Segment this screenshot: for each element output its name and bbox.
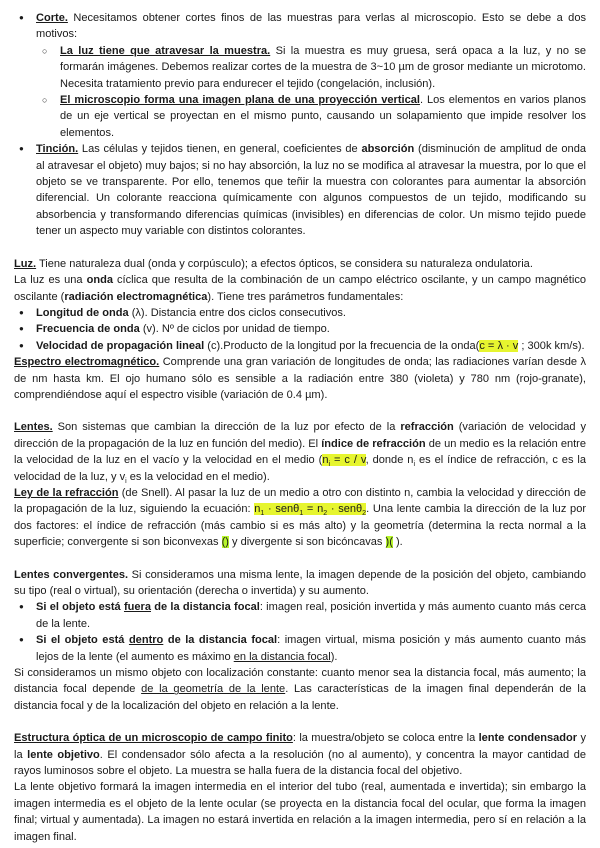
corte-title: Corte. — [36, 12, 68, 24]
espectro — [14, 354, 586, 403]
eq-sen2: · senθ — [327, 503, 363, 516]
eq-n1: n — [254, 503, 261, 516]
i2-b: de la distancia focal — [163, 634, 278, 647]
tincion-text-2: (disminución de amplitud de onda al atravesar el objeto) muy bajos; si no hay absorción, la luz no se modifica al atravesar la muestra, por lo que el objeto se ve transparente. Por ello, tenemos que teñir la muestra con colorantes para aumentar la absorción diferencial. Un colorante reacciona químicamente con algunos compuestos de un tejido, modificando su absorbencia y transformando diferencias químicas (invisibles) en diferencias de color. Un mismo tejido puede tener un aspecto muy variable con distintos colorantes. — [36, 143, 586, 238]
ley-refraccion — [14, 485, 586, 551]
eq-sub1b: 1 — [299, 510, 304, 518]
estructura-title: Estructura óptica de un microscopio de campo finito — [14, 732, 293, 745]
param-velocidad — [14, 338, 586, 354]
param-longitud — [14, 305, 586, 321]
luz-text-2b: cíclica que resulta de la combinación de un campo eléctrico oscilante, y un campo magnético oscilante ( — [14, 274, 586, 303]
estructura-para-2 — [14, 779, 586, 845]
param-velocidad-text: (c).Producto de la longitud por la frecuencia de la onda( — [204, 339, 480, 352]
i2-end: ). — [330, 650, 338, 663]
spacer — [14, 551, 586, 567]
estr-condensador: lente condensador — [478, 732, 578, 745]
lentes-t2: (variación de velocidad y dirección de la propagación de la luz en función del medio). El — [14, 421, 587, 450]
spacer — [14, 240, 586, 256]
convergentes-para — [14, 567, 586, 600]
estr-objetivo: lente objetivo — [27, 748, 100, 761]
luz-text-1: Tiene naturaleza dual (onda y corpúsculo); a efectos ópticos, se considera su naturaleza ondulatoria. — [36, 257, 533, 270]
formula-n-sub: i — [328, 461, 331, 469]
conv-item-dentro — [14, 632, 586, 665]
param-frecuencia-title: Frecuencia de onda — [36, 323, 140, 336]
param-longitud-title: Longitud de onda — [36, 306, 129, 319]
spacer — [14, 714, 586, 730]
convergentes-t1: Si consideramos una misma lente, la imagen depende de la posición del objeto, cambiando su tipo (real o virtual), su orientación (derecha o invertida) y su aumento. — [14, 568, 586, 597]
i1-text: : imagen real, posición invertida y más aumento cuanto más cerca de la lente. — [36, 601, 586, 630]
param-longitud-text: (λ). Distancia entre dos ciclos consecutivos. — [128, 306, 346, 319]
i2-text: : imagen virtual, misma posición y más aumento cuanto más lejos de la lente (el aumento es máximo — [36, 634, 586, 663]
convergentes-list — [14, 599, 586, 665]
conv-t2: Si consideramos un mismo objeto con localización constante: cuanto menor sea la distancia focal, más aumento; la distancia focal depende — [14, 667, 586, 696]
estr-t1: : la muestra/objeto se coloca entre la — [292, 732, 479, 745]
estructura-para — [14, 730, 586, 779]
ley-t4: ). — [392, 536, 403, 549]
i1-b: de la distancia focal — [150, 601, 260, 614]
convergentes-para-2 — [14, 665, 586, 714]
conv-item-fuera — [14, 599, 586, 632]
i2-focal: en la distancia focal — [233, 650, 331, 663]
eq-sub1: 1 — [260, 510, 265, 518]
ley-t2: . Una lente cambia la dirección de la luz por dos factores: el índice de refracción (más cambio si es más alto) y la geometría (determina la recta normal a la superficie; convergente si son biconvexas — [14, 503, 587, 549]
i2-a: Si el objeto está — [36, 634, 129, 647]
eq-sub2b: 2 — [362, 510, 367, 518]
corte-sub2-text: . Los elementos en varios planos de un eje vertical se proyectan en el mismo punto, causando un solapamiento que impide resolver los elementos. — [60, 94, 586, 139]
luz-intro — [14, 256, 586, 272]
luz-text-2c: ). Tiene tres parámetros fundamentales: — [207, 290, 404, 303]
lentes-title: Lentes. — [14, 421, 53, 434]
lentes-t3: de un medio es la relación entre la velocidad de la luz en el vacío y la velocidad en el medio ( — [14, 437, 586, 467]
luz-radiacion: radiación electromagnética — [64, 290, 208, 303]
ley-t3: y divergente si son bicóncavas — [228, 536, 386, 549]
formula-c-highlight: c = λ · v — [479, 339, 519, 352]
corte-sub2-title: El microscopio forma una imagen plana de una proyección vertical — [60, 94, 420, 107]
luz-text-2a: La luz es una — [14, 274, 87, 287]
conv-geometria: de la geometría de la lente — [141, 683, 286, 696]
lentes-t6: es la velocidad en el medio). — [126, 470, 270, 483]
lentes-t5-sub: i — [125, 477, 127, 485]
convergentes-title: Lentes convergentes. — [14, 568, 129, 581]
i1-fuera: fuera — [123, 601, 151, 614]
concave-symbol: )( — [385, 536, 393, 549]
conv-t2-end: . Las características de la imagen final dependerán de la distancia focal y de la localización del objeto en relación a la lente. — [14, 683, 586, 712]
eq-sen1: · senθ — [264, 503, 300, 516]
spacer — [14, 403, 586, 419]
document-page — [14, 10, 586, 845]
estr-t2: y la — [14, 732, 586, 761]
lentes-t4-sub: i — [413, 461, 416, 469]
corte-item — [14, 10, 586, 43]
estr-t3: . El condensador sólo afecta a la resolución (no al aumento), y concentra la mayor cantidad de rayos luminosos sobre el objeto. La muestra se halla fuera de la distancia focal del objetivo. — [14, 748, 586, 778]
lentes-refraccion: refracción — [400, 421, 454, 434]
luz-params — [14, 305, 586, 354]
lentes-t1: Son sistemas que cambian la dirección de la luz por efecto de la — [52, 421, 401, 434]
corte-sub1-title: La luz tiene que atravesar la muestra. — [60, 44, 271, 57]
espectro-text: Comprende una gran variación de longitudes de onda; las radiaciones varían desde λ de nm hasta km. El ojo humano sólo es sensible a la radiación entre 380 (violeta) y 780 nm (rojo-granate), comprendiéndose aquí el espectro visible (variación de 0.4 µm). — [14, 356, 586, 401]
i2-dentro: dentro — [128, 634, 164, 647]
param-frecuencia-text: (v). Nº de ciclos por unidad de tiempo. — [139, 323, 330, 336]
convex-symbol: () — [221, 536, 229, 549]
lentes-t4: , donde n — [365, 454, 414, 467]
ley-title: Ley de la refracción — [14, 486, 119, 499]
ley-t1: (de Snell). Al pasar la luz de un medio a otro con distinto n, cambia la velocidad y dirección de la propagación de la luz, siguiendo la ecuación: — [14, 486, 587, 516]
lentes-t5: es el índice de refracción, c es la velocidad de la luz, y v — [14, 454, 587, 483]
tincion-text-1: Las células y tejidos tienen, en general, coeficientes de — [78, 143, 362, 156]
tincion-item — [14, 141, 586, 239]
corte-sub1 — [14, 43, 586, 92]
estr-t4: La lente objetivo formará la imagen intermedia en el interior del tubo (real, aumentada e invertida); sin embargo la imagen intermedia es el objeto de la lente ocular (se proyecta en la distancia focal del ocular, que forma la imagen final; virtual y aumentada). La imagen no estará invertida en relación a la imagen intermedia, pero sí en relación a la imagen final. — [14, 781, 586, 843]
i1-a: Si el objeto está — [36, 601, 124, 614]
corte-text: Necesitamos obtener cortes finos de las muestras para verlas al microscopio. Esto se debe a dos motivos: — [36, 12, 586, 41]
formula-n: n — [322, 454, 329, 467]
param-velocidad-end: ; 300k km/s). — [518, 339, 585, 352]
tincion-absorcion: absorción — [361, 143, 415, 156]
luz-onda — [14, 272, 586, 305]
corte-list — [14, 10, 586, 240]
formula-n-rest: = c / v — [330, 454, 366, 467]
formula-n-highlight — [322, 454, 366, 469]
espectro-title: Espectro electromagnético. — [14, 356, 160, 369]
tincion-title: Tinción. — [36, 143, 79, 156]
corte-sub1-text: Si la muestra es muy gruesa, será opaca a la luz, y no se formarán imágenes. Debemos realizar cortes de la muestra de 3~10 µm de grosor mediante un microtomo. Necesita tratamiento previo para endurecer el tejido (congelación, inclusión). — [60, 44, 586, 90]
lentes-indice: índice de refracción — [321, 437, 426, 450]
param-frecuencia — [14, 321, 586, 337]
luz-onda-bold: onda — [86, 274, 113, 287]
luz-title: Luz. — [14, 257, 37, 270]
corte-sub2 — [14, 92, 586, 141]
snell-highlight — [254, 503, 367, 518]
lentes-para — [14, 419, 586, 485]
eq-n2: = n — [303, 503, 324, 516]
eq-sub2: 2 — [323, 510, 328, 518]
param-velocidad-title: Velocidad de propagación lineal — [36, 339, 205, 352]
